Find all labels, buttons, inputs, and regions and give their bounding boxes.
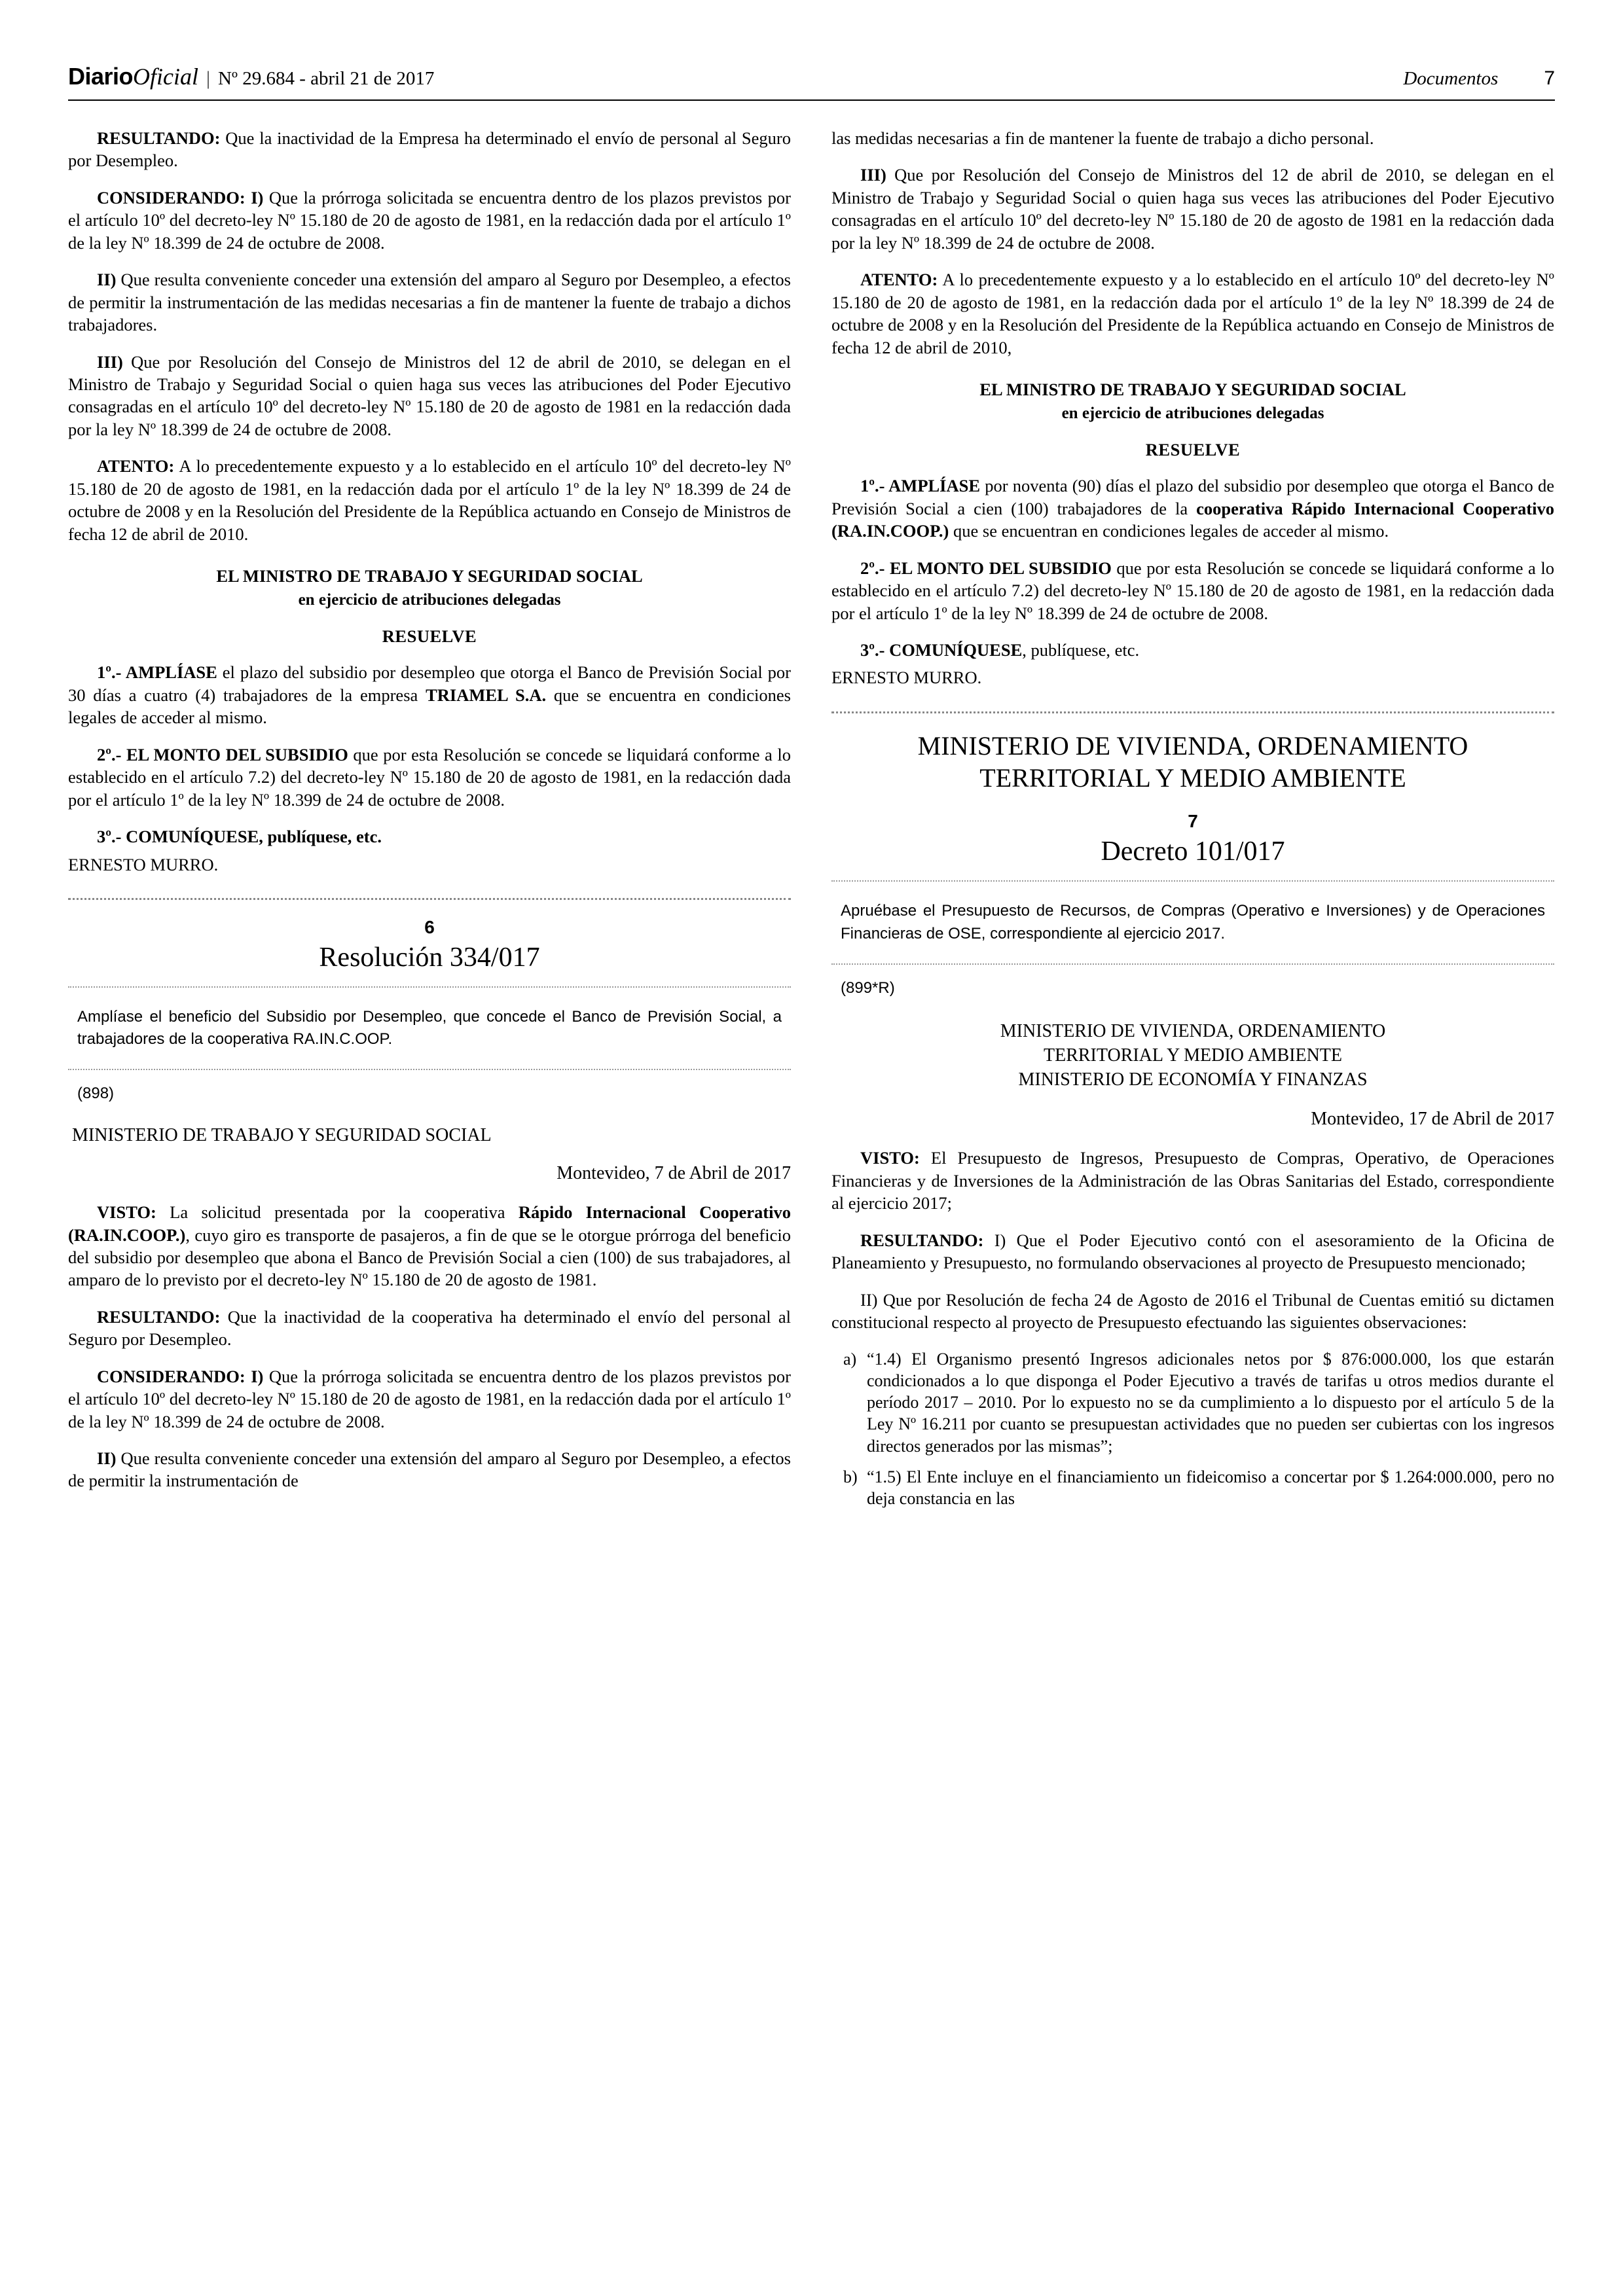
summary-divider-bottom [68, 1069, 791, 1070]
text-r-visto: El Presupuesto de Ingresos, Presupuesto de Compras, Operativo, de Operaciones Financieras y de Inversiones de la Administración de las Obras Sanitarias del Estado, correspondiente al ejercicio 2017; [831, 1148, 1554, 1213]
label-article-3: 3º.- COMUNÍQUESE, publíquese, etc. [97, 827, 382, 847]
text-considerando-ii: Que resulta conveniente conceder una extensión del amparo al Seguro por Desempleo, a efectos de permitir la instrumentación de las medidas necesarias a fin de mantener la fuente de trabajo a dichos trabajadores. [68, 270, 791, 335]
text-r-article-1a: por noventa (90) días el plazo del subsidio por desempleo que otorga el Banco de Previsión Social a cien (100) trabajadores de la [831, 476, 1554, 518]
ministry-subheading: en ejercicio de atribuciones delegadas [298, 591, 561, 609]
text-r-resultando: I) Que el Poder Ejecutivo contó con el asesoramiento de la Oficina de Planeamiento y Presupuesto, no formulando observaciones al proyecto de Presupuesto mencionado; [831, 1230, 1554, 1273]
item-letter: b) [843, 1467, 858, 1486]
label-resultando-2: RESULTANDO: [97, 1306, 221, 1327]
label-r-visto: VISTO: [860, 1148, 920, 1168]
text-article-1b: que se encuentra en condiciones legales de acceder al mismo. [68, 685, 791, 728]
right-column [831, 127, 1554, 1522]
article-2 [68, 744, 791, 811]
r-section-divider [831, 711, 1554, 713]
label-r-article-1: 1º.- AMPLÍASE [860, 476, 981, 496]
paragraph-considerando-iii [68, 351, 791, 441]
section-label: Documentos [1403, 68, 1499, 89]
list-item [831, 1348, 1554, 1457]
r-resuelve-heading: RESUELVE [1145, 440, 1241, 460]
ministry-heading: EL MINISTRO DE TRABAJO Y SEGURIDAD SOCIAL [216, 566, 643, 586]
item-text: “1.4) El Organismo presentó Ingresos adicionales netos por $ 876:000.000, los que estarán condicionados a lo que disponga el Poder Ejecutivo a través de tarifas u otros medios durante el período 2017 – 2010. Por lo expuesto no se da cumplimiento a lo dispuesto por el artículo 5 de la Ley Nº 16.211 por cuanto se presupuestan actividades que no pueden ser cubiertas con los ingresos directos generados por las mismas”; [867, 1349, 1554, 1456]
observations-list [831, 1348, 1554, 1510]
label-considerando-ii: II) [97, 270, 117, 290]
text-considerando-2: Que la prórroga solicitada se encuentra dentro de los plazos previstos por el artículo 10º del decreto-ley Nº 15.180 de 20 de agosto de 1981, en la redacción dada por el artículo 1º de la ley Nº 18.399 de 24 de octubre de 2008. [68, 1366, 791, 1431]
label-visto: VISTO: [97, 1202, 156, 1223]
paragraph-considerando-2-ii [68, 1447, 791, 1492]
paragraph-r-atento [831, 268, 1554, 359]
paragraph-r-considerando-iii [831, 164, 1554, 254]
place-and-date: Montevideo, 7 de Abril de 2017 [556, 1163, 791, 1184]
issuing-organism: MINISTERIO DE TRABAJO Y SEGURIDAD SOCIAL [72, 1125, 492, 1146]
r-cooperative-name: cooperativa Rápido Internacional Cooperativo (RA.IN.COOP.) [831, 498, 1554, 541]
article-3 [68, 825, 791, 848]
summary-divider-top [68, 986, 791, 988]
text-r-article-2: que por esta Resolución se concede se liquidará conforme a lo establecido en el artículo 7.2) del decreto-ley Nº 15.180 de 20 de agosto de 1981, en la redacción dada por el artículo 1º de la ley Nº 18.399 de 24 de octubre de 2008. [831, 558, 1554, 623]
reference-code: (898) [77, 1085, 115, 1103]
r-summary-divider-top [831, 880, 1554, 882]
text-considerando: Que la prórroga solicitada se encuentra dentro de los plazos previstos por el artículo 10º del decreto-ley Nº 15.180 de 20 de agosto de 1981, en la redacción dada por el artículo 1º de la ley Nº 18.399 de 24 de octubre de 2008. [68, 187, 791, 253]
cooperative-name: Rápido Internacional Cooperativo (RA.IN.COOP.) [68, 1202, 791, 1245]
masthead-oficial: Oficial [133, 63, 199, 90]
text-r-article-1b: que se encuentran en condiciones legales de acceder al mismo. [949, 521, 1389, 541]
ministry-big-title: MINISTERIO DE VIVIENDA, ORDENAMIENTO TERRITORIAL Y MEDIO AMBIENTE [917, 730, 1468, 793]
label-r-considerando-iii: III) [860, 165, 886, 185]
masthead [68, 63, 434, 90]
text-r-atento: A lo precedentemente expuesto y a lo establecido en el artículo 10º del decreto-ley Nº 15.180 de 20 de agosto de 1981, en la redacción dada por el artículo 1º de la ley Nº 18.399 de 24 de octubre de 2008 y en la Resolución del Presidente de la República actuando en Consejo de Ministros de fecha 12 de abril de 2010, [831, 270, 1554, 357]
signature-right: ERNESTO MURRO. [831, 668, 982, 688]
document-summary: Amplíase el beneficio del Subsidio por Desempleo, que concede el Banco de Previsión Social, a trabajadores de la cooperativa RA.IN.C.OOP. [77, 1007, 782, 1049]
r-document-summary: Apruébase el Presupuesto de Recursos, de Compras (Operativo e Inversiones) y de Operaciones Financieras de OSE, correspondiente al ejercicio 2017. [841, 902, 1545, 942]
page-number: 7 [1544, 67, 1555, 89]
list-item [831, 1466, 1554, 1510]
paragraph-considerando-2 [68, 1365, 791, 1433]
organism-line-3: MINISTERIO DE ECONOMÍA Y FINANZAS [1018, 1069, 1368, 1090]
paragraph-continuation: las medidas necesarias a fin de mantener la fuente de trabajo a dicho personal. [831, 128, 1374, 148]
r-place-and-date: Montevideo, 17 de Abril de 2017 [1311, 1109, 1554, 1130]
header-right [1403, 67, 1555, 90]
r-document-title: Decreto 101/017 [1101, 836, 1285, 867]
label-r-resultando: RESULTANDO: [860, 1230, 984, 1250]
organism-line-1: MINISTERIO DE VIVIENDA, ORDENAMIENTO [1000, 1020, 1386, 1041]
text-visto-a: La solicitud presentada por la cooperativa [156, 1202, 519, 1223]
signature-left: ERNESTO MURRO. [68, 854, 219, 874]
label-considerando-2-ii: II) [97, 1448, 117, 1469]
section-divider [68, 898, 791, 900]
label-r-article-3: 3º.- COMUNÍQUESE [860, 640, 1023, 660]
text-article-1a: el plazo del subsidio por desempleo que otorga el Banco de Previsión Social por 30 días a cuatro (4) trabajadores de la empresa [68, 662, 791, 705]
label-r-atento: ATENTO: [860, 270, 938, 290]
r-ministry-heading: EL MINISTRO DE TRABAJO Y SEGURIDAD SOCIAL [979, 379, 1406, 399]
r-paragraph-resultando-ii: II) Que por Resolución de fecha 24 de Agosto de 2016 el Tribunal de Cuentas emitió su dictamen constitucional respecto al proyecto de Presupuesto efectuando las siguientes observaciones: [831, 1289, 1554, 1333]
item-letter: a) [843, 1349, 857, 1369]
article-1 [68, 661, 791, 728]
text-atento: A lo precedentemente expuesto y a lo establecido en el artículo 10º del decreto-ley Nº 15.180 de 20 de agosto de 1981, en la redacción dada por el artículo 1º de la ley Nº 18.399 de 24 de octubre de 2008 y en la Resolución del Presidente de la República actuando en Consejo de Ministros de fecha 12 de abril de 2010. [68, 456, 791, 544]
label-resultando: RESULTANDO: [97, 128, 221, 148]
document-number: 6 [424, 916, 435, 937]
r-issuing-organism [831, 1020, 1554, 1092]
resuelve-heading: RESUELVE [382, 626, 477, 647]
r-article-1 [831, 475, 1554, 542]
r-summary-divider-bottom [831, 963, 1554, 965]
text-visto-b: , cuyo giro es transporte de pasajeros, a fin de que se le otorgue prórroga del beneficio del subsidio por desempleo que abona el Banco de Previsión Social a cien (100) de sus trabajadores, al amparo de lo previsto por el decreto-ley Nº 15.180 de 20 de agosto de 1981. [68, 1225, 791, 1290]
r-document-number: 7 [1188, 811, 1198, 832]
label-considerando: CONSIDERANDO: I) [97, 187, 264, 207]
r-paragraph-visto [831, 1147, 1554, 1214]
r-article-2 [831, 557, 1554, 624]
r-ministry-subheading: en ejercicio de atribuciones delegadas [1061, 404, 1324, 423]
issue-info: Nº 29.684 - abril 21 de 2017 [218, 68, 435, 89]
text-r-considerando-iii: Que por Resolución del Consejo de Ministros del 12 de abril de 2010, se delegan en el Ministro de Trabajo y Seguridad Social o quien haga sus veces las atribuciones del Poder Ejecutivo consagradas en el artículo 10º del decreto-ley Nº 15.180 de 20 de agosto de 1981 en la redacción dada por la ley Nº 18.399 de 24 de octubre de 2008. [831, 165, 1554, 253]
item-text: “1.5) El Ente incluye en el financiamiento un fideicomiso a concertar por $ 1.264:000.000, pero no deja constancia en las [867, 1467, 1554, 1509]
label-atento: ATENTO: [97, 456, 175, 476]
masthead-diario: Diario [68, 63, 134, 90]
r-paragraph-resultando [831, 1229, 1554, 1274]
paragraph-atento [68, 455, 791, 545]
text-resultando-2: Que la inactividad de la cooperativa ha determinado el envío del personal al Seguro por Desempleo. [68, 1306, 791, 1350]
text-article-2: que por esta Resolución se concede se liquidará conforme a lo establecido en el artículo 7.2) del decreto-ley Nº 15.180 de 20 de agosto de 1981, en la redacción dada por el artículo 1º de la ley Nº 18.399 de 24 de octubre de 2008. [68, 744, 791, 810]
label-article-1: 1º.- AMPLÍASE [97, 662, 217, 683]
paragraph-considerando-ii [68, 268, 791, 336]
r-article-3 [831, 639, 1554, 661]
masthead-separator: | [206, 67, 211, 89]
left-column [68, 127, 791, 1522]
label-r-article-2: 2º.- EL MONTO DEL SUBSIDIO [860, 558, 1112, 578]
text-considerando-iii: Que por Resolución del Consejo de Ministros del 12 de abril de 2010, se delegan en el Ministro de Trabajo y Seguridad Social o quien haga sus veces las atribuciones del Poder Ejecutivo consagradas en el artículo 10º del decreto-ley Nº 15.180 de 20 de agosto de 1981 en la redacción dada por la ley Nº 18.399 de 24 de octubre de 2008. [68, 351, 791, 439]
page-header [68, 63, 1555, 101]
text-considerando-2-ii: Que resulta conveniente conceder una extensión del amparo al Seguro por Desempleo, a efectos de permitir la instrumentación de [68, 1448, 791, 1491]
label-considerando-2: CONSIDERANDO: I) [97, 1366, 264, 1386]
two-column-body [68, 127, 1555, 1522]
paragraph-resultando [68, 127, 791, 172]
document-title: Resolución 334/017 [319, 942, 540, 973]
company-name: TRIAMEL S.A. [426, 685, 547, 705]
organism-line-2: TERRITORIAL Y MEDIO AMBIENTE [1044, 1045, 1342, 1066]
paragraph-considerando [68, 187, 791, 254]
label-article-2: 2º.- EL MONTO DEL SUBSIDIO [97, 744, 348, 764]
text-r-article-3: , publíquese, etc. [1022, 640, 1140, 660]
paragraph-visto [68, 1201, 791, 1291]
text-resultando: Que la inactividad de la Empresa ha determinado el envío de personal al Seguro por Desempleo. [68, 128, 791, 171]
label-considerando-iii: III) [97, 351, 123, 372]
paragraph-resultando-2 [68, 1306, 791, 1351]
r-reference-code: (899*R) [841, 978, 895, 997]
